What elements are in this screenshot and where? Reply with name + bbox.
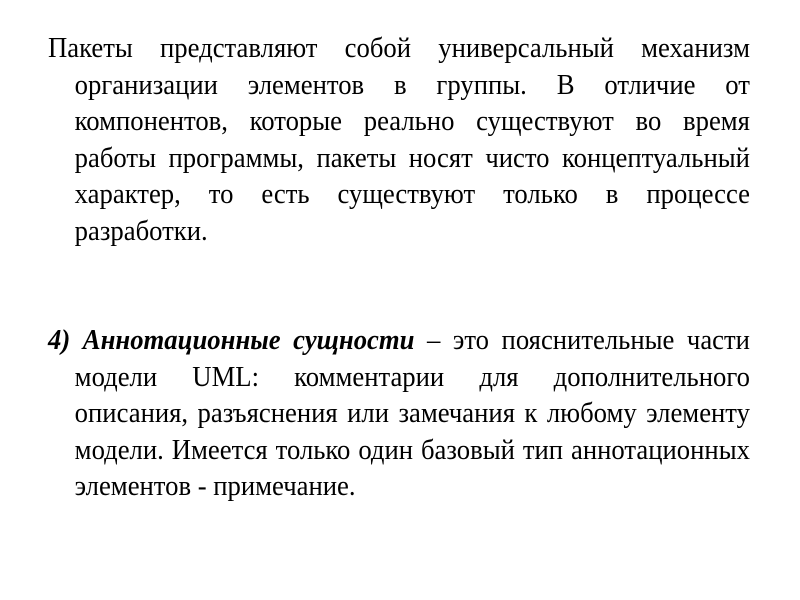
annotation-paragraph [48, 322, 750, 505]
packages-paragraph: Пакеты представляют собой универсальный механизм организации элементов в группы. В отличие от компонентов, которые реально существуют во время работы программы, пакеты носят чисто концептуальный характер, то есть существуют только в процессе разработки. [48, 32, 750, 247]
annotation-heading: 4) Аннотационные сущности [48, 324, 415, 356]
annotation-text: – это пояснительные части модели UML: комментарии для дополнительного описания, разъяснения или замечания к любому элементу модели. Имеется только один базовый тип аннотационных элементов - примечание. [74, 324, 750, 503]
